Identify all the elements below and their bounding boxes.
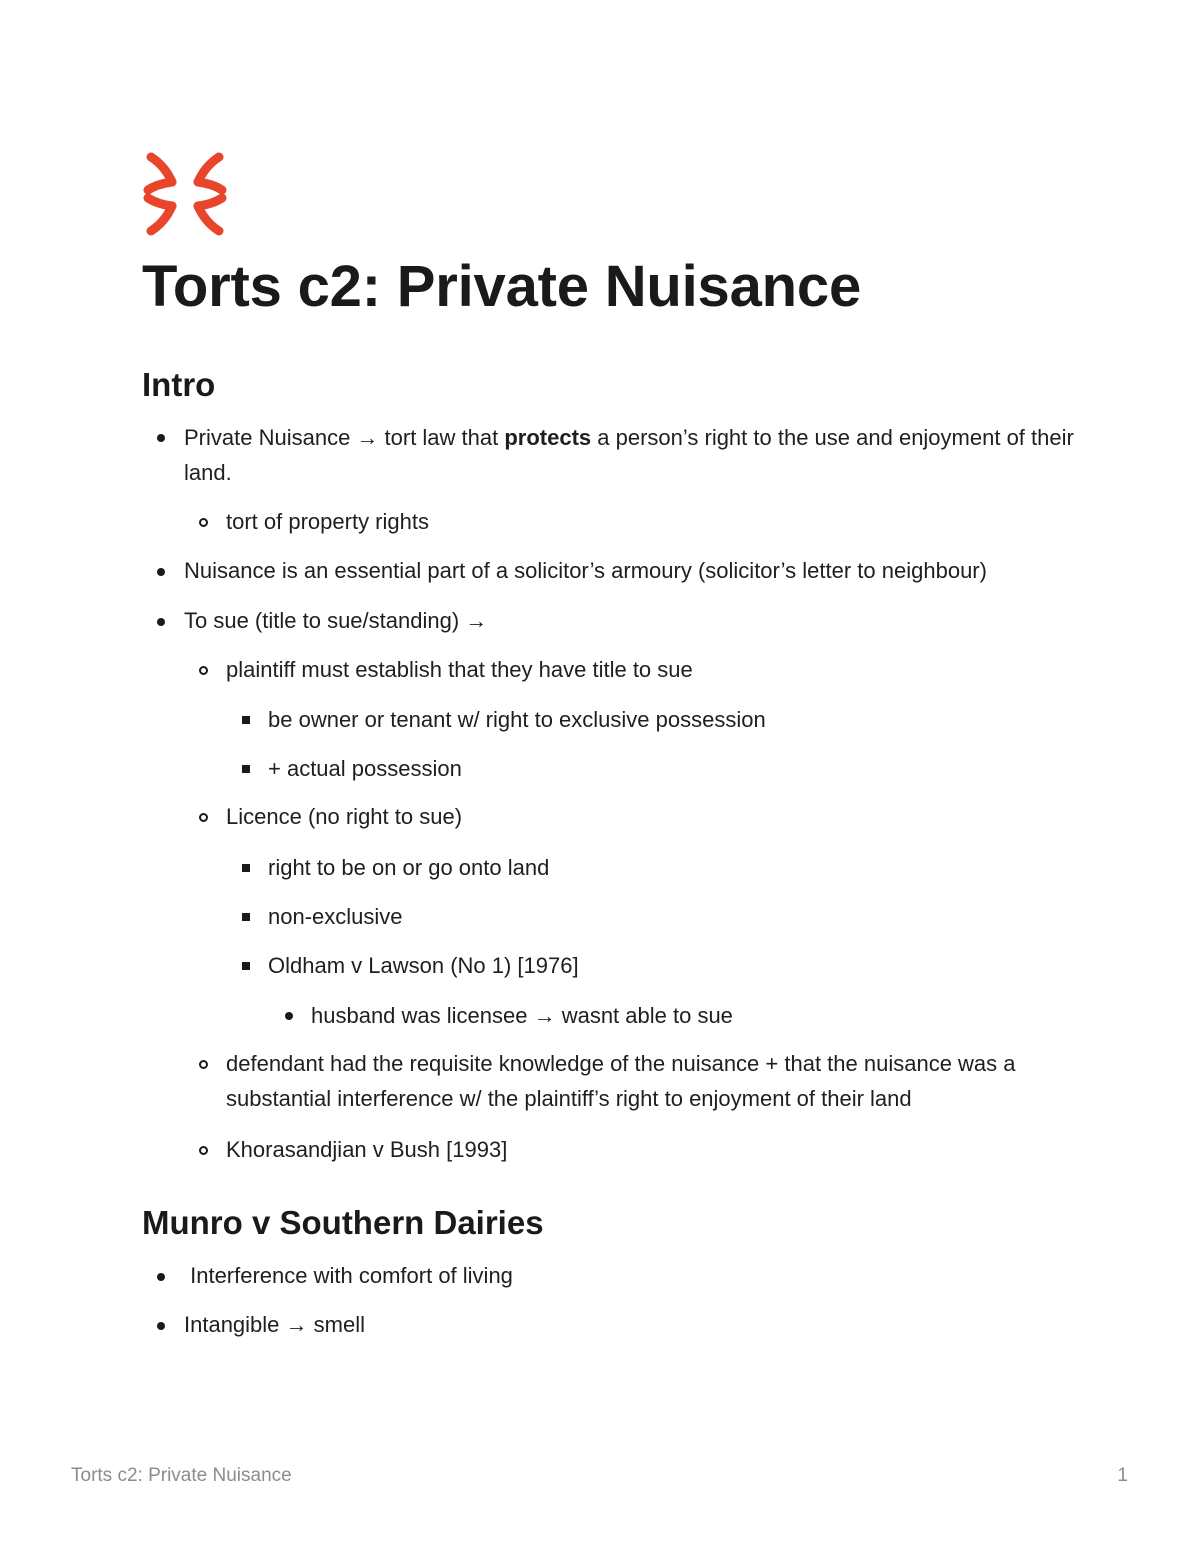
square-bullet — [242, 864, 250, 872]
disc-bullet — [157, 434, 165, 442]
list-item: To sue (title to sue/standing) → — [184, 608, 488, 633]
list-item — [184, 420, 1074, 490]
square-bullet — [242, 962, 250, 970]
list-item: Intangible → smell — [184, 1312, 365, 1337]
list-item-bold-text: protects — [504, 425, 592, 450]
list-item: non-exclusive — [268, 904, 403, 929]
list-item: Nuisance is an essential part of a solicitor’s armoury (solicitor’s letter to neighbour) — [184, 558, 987, 583]
list-item-text: a person’s right to the use and enjoyment of their land. — [184, 425, 1074, 485]
circle-bullet — [199, 666, 208, 675]
list-item: be owner or tenant w/ right to exclusive possession — [268, 707, 766, 732]
list-item-text: Private Nuisance → tort law that — [184, 425, 505, 450]
footer-title: Torts c2: Private Nuisance — [71, 1465, 292, 1486]
section-heading-intro: Intro — [142, 366, 216, 403]
page-title: Torts c2: Private Nuisance — [142, 254, 862, 319]
list-item: Oldham v Lawson (No 1) [1976] — [268, 953, 579, 978]
list-item: husband was licensee → wasnt able to sue — [311, 1003, 733, 1028]
square-bullet — [242, 716, 250, 724]
list-item: Interference with comfort of living — [184, 1263, 513, 1288]
list-item: plaintiff must establish that they have title to sue — [226, 657, 693, 682]
list-item: Khorasandjian v Bush [1993] — [226, 1137, 508, 1162]
section-heading-munro: Munro v Southern Dairies — [142, 1204, 544, 1241]
list-item: defendant had the requisite knowledge of the nuisance + that the nuisance was a substantial interference w/ the plaintiff’s right to enjoyment of their land — [226, 1051, 1016, 1111]
disc-bullet — [157, 1273, 165, 1281]
disc-bullet — [157, 1322, 165, 1330]
disc-bullet — [285, 1012, 293, 1020]
list-item: + actual possession — [268, 756, 462, 781]
square-bullet — [242, 765, 250, 773]
list-item: tort of property rights — [226, 509, 429, 534]
circle-bullet — [199, 813, 208, 822]
circle-bullet — [199, 518, 208, 527]
list-item: Licence (no right to sue) — [226, 804, 463, 829]
anger-symbol-icon — [143, 152, 227, 236]
disc-bullet — [157, 618, 165, 626]
circle-bullet — [199, 1060, 208, 1069]
list-item: right to be on or go onto land — [268, 855, 550, 880]
circle-bullet — [199, 1146, 208, 1155]
disc-bullet — [157, 568, 165, 576]
page-number: 1 — [1117, 1465, 1128, 1486]
square-bullet — [242, 913, 250, 921]
